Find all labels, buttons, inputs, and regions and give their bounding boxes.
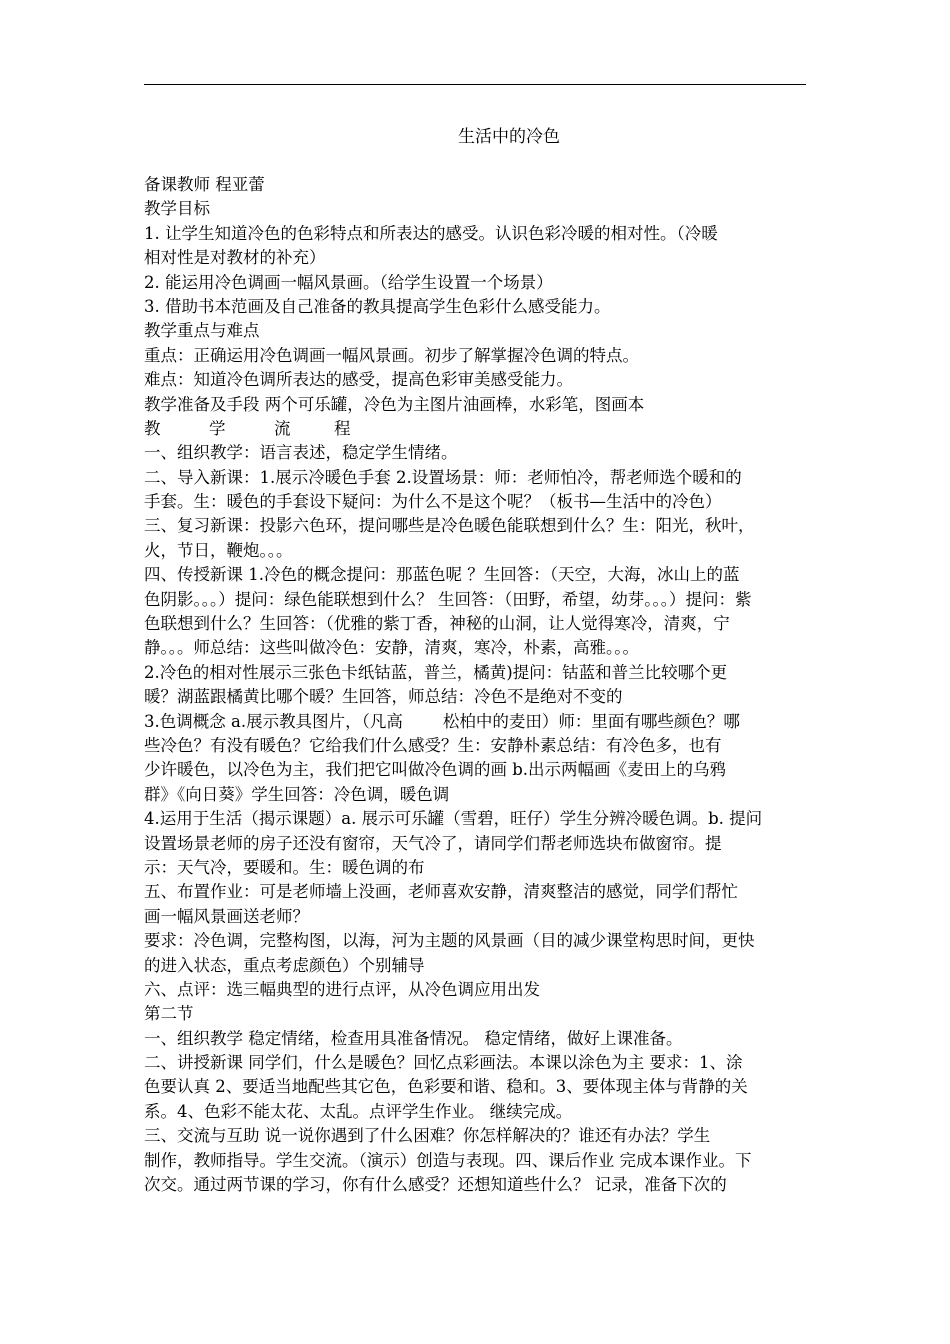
text-line: 三、交流与互助 说一说你遇到了什么困难？你怎样解决的？谁还有办法？学生 xyxy=(144,1126,711,1146)
text-line: 相对性是对教材的补充） xyxy=(144,248,326,268)
text-line: 一、组织教学 稳定情绪，检查用具准备情况。 稳定情绪，做好上课准备。 xyxy=(144,1028,683,1048)
section-heading: 第二节 xyxy=(144,1004,194,1024)
text-line: 4.运用于生活（揭示课题）a. 展示可乐罐（雪碧，旺仔）学生分辨冷暖色调。b. 提问 xyxy=(144,809,763,829)
text-line: 三、复习新课：投影六色环，提问哪些是冷色暖色能联想到什么？生：阳光，秋叶， xyxy=(144,516,755,536)
flow-heading xyxy=(144,417,808,441)
text-line: 的进入状态，重点考虑颜色）个别辅导 xyxy=(144,955,425,975)
text-line: 1. 让学生知道冷色的色彩特点和所表达的感受。认识色彩冷暖的相对性。（冷暖 xyxy=(144,223,718,243)
text-line: 暖？湖蓝跟橘黄比哪个暖？生回答，师总结：冷色不是绝对不变的 xyxy=(144,687,623,707)
text-line: 要求：冷色调，完整构图，以海，河为主题的风景画（目的减少课堂构思时间，更快 xyxy=(144,931,755,951)
text-line: 教学准备及手段 两个可乐罐，冷色为主图片油画棒，水彩笔，图画本 xyxy=(144,394,645,414)
text-line: 设置场景老师的房子还没有窗帘，天气冷了，请同学们帮老师选块布做窗帘。提 xyxy=(144,833,722,853)
text-line: 难点：知道冷色调所表达的感受，提高色彩审美感受能力。 xyxy=(144,370,573,390)
text-fragment: 3.色调概念 a.展示教具图片，（凡高 xyxy=(144,711,403,731)
text-line: 重点：正确运用冷色调画一幅风景画。初步了解掌握冷色调的特点。 xyxy=(144,345,639,365)
text-line: 二、导入新课：1.展示冷暖色手套 2.设置场景：师：老师怕冷，帮老师选个暖和的 xyxy=(144,467,742,487)
text-line: 示：天气冷，要暖和。生：暖色调的布 xyxy=(144,857,425,877)
text-line: 2. 能运用冷色调画一幅风景画。（给学生设置一个场景） xyxy=(144,272,553,292)
text-line: 次交。通过两节课的学习，你有什么感受？还想知道些什么？ 记录，准备下次的 xyxy=(144,1175,727,1195)
text-line: 六、点评：选三幅典型的进行点评，从冷色调应用出发 xyxy=(144,979,540,999)
text-line: 些冷色？有没有暖色？它给我们什么感受？生：安静朴素总结：有冷色多，也有 xyxy=(144,735,722,755)
text-line: 静。。。师总结：这些叫做冷色：安静，清爽，寒冷，朴素，高雅。。。 xyxy=(144,638,639,658)
text-line: 系。4、色彩不能太花、太乱。点评学生作业。 继续完成。 xyxy=(144,1101,573,1121)
text-line: 火，节日，鞭炮。。。 xyxy=(144,540,293,560)
text-line: 备课教师 程亚蕾 xyxy=(144,175,265,194)
flow-heading-char: 教 xyxy=(144,418,161,438)
text-line: 少许暖色，以冷色为主，我们把它叫做冷色调的画 b.出示两幅画《麦田上的乌鸦 xyxy=(144,760,727,780)
text-line: 画一幅风景画送老师？ xyxy=(144,906,309,926)
text-line: 五、布置作业：可是老师墙上没画，老师喜欢安静，清爽整洁的感觉，同学们帮忙 xyxy=(144,882,738,902)
text-line: 手套。生：暖色的手套设下疑问：为什么不是这个呢？（板书—生活中的冷色） xyxy=(144,492,722,512)
flow-heading-char: 程 xyxy=(334,418,351,438)
section-heading: 教学目标 xyxy=(144,199,210,219)
text-line: 二、讲授新课 同学们，什么是暖色？回忆点彩画法。本课以涂色为主 要求：1、涂 xyxy=(144,1053,743,1073)
header-rule xyxy=(144,84,806,85)
text-line: 2.冷色的相对性展示三张色卡纸钴蓝，普兰，橘黄)提问：钴蓝和普兰比较哪个更 xyxy=(144,662,728,682)
text-line: 群》《向日葵》学生回答：冷色调，暖色调 xyxy=(144,784,450,804)
text-line: 色阴影。。。）提问：绿色能联想到什么？ 生回答：（田野，希望，幼芽。。。）提问：紫 xyxy=(144,589,752,609)
section-heading: 教学重点与难点 xyxy=(144,321,260,341)
flow-heading-char: 流 xyxy=(274,418,291,438)
text-line: 3. 借助书本范画及自己准备的教具提高学生色彩什么感受能力。 xyxy=(144,296,611,316)
document-body xyxy=(144,173,808,1197)
text-fragment: 松柏中的麦田）师：里面有哪些颜色？哪 xyxy=(442,711,740,731)
text-line-concept xyxy=(144,710,808,734)
document-title: 生活中的冷色 xyxy=(458,127,560,147)
text-line: 制作，教师指导。学生交流。（演示）创造与表现。四、课后作业 完成本课作业。下 xyxy=(144,1150,752,1170)
text-line: 色要认真 2、要适当地配些其它色，色彩要和谐、稳和。3、要体现主体与背静的关 xyxy=(144,1077,748,1097)
text-line: 色联想到什么？生回答：（优雅的紫丁香，神秘的山洞，让人觉得寒冷，清爽，宁 xyxy=(144,614,730,634)
flow-heading-char: 学 xyxy=(209,418,226,438)
text-line: 四、传授新课 1.冷色的概念提问：那蓝色呢 ？生回答：（天空，大海，冰山上的蓝 xyxy=(144,565,740,585)
text-line: 一、组织教学：语言表述，稳定学生情绪。 xyxy=(144,443,458,463)
